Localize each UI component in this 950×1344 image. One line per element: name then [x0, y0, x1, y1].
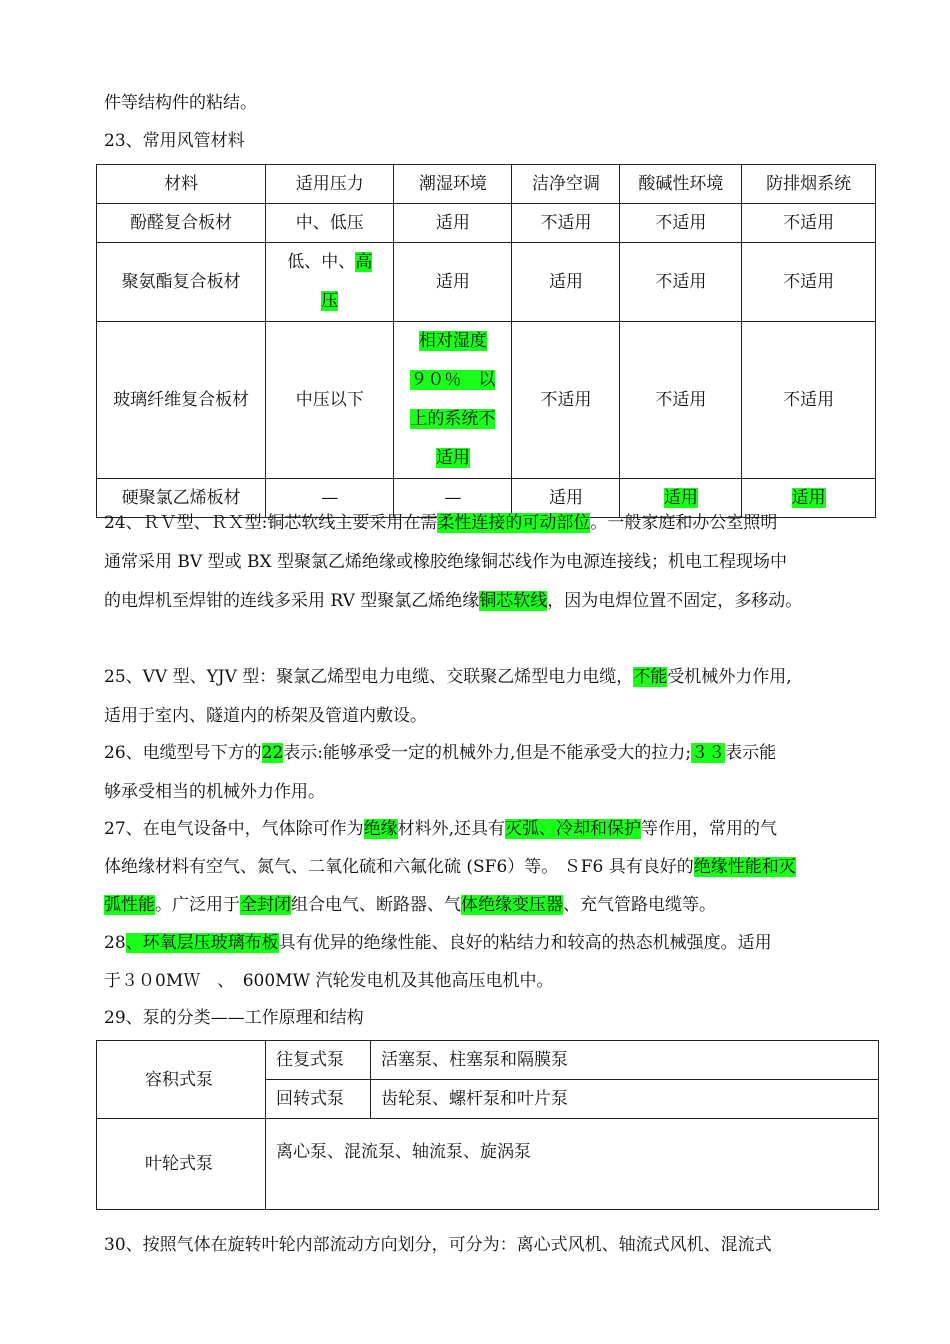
cell: 不适用: [620, 322, 742, 479]
header-smoke: 防排烟系统: [742, 165, 876, 204]
text: 的电焊机至焊钳的连线多采用 RV 型聚氯乙烯绝缘: [104, 591, 480, 611]
cell-humid-multi: [394, 322, 512, 479]
highlight: 灭弧、冷却和保护: [505, 819, 642, 839]
cell: —: [266, 479, 394, 518]
header-acid: 酸碱性环境: [620, 165, 742, 204]
cell: 聚氨酯复合板材: [97, 243, 266, 322]
section-23-title: 23、常用风管材料: [104, 131, 245, 151]
header-pressure: 适用压力: [266, 165, 394, 204]
cell-pressure-multi: [266, 243, 394, 322]
highlight: 高: [355, 252, 373, 272]
section-26-line-1: [104, 742, 776, 764]
highlight: 上的系统不: [410, 409, 496, 429]
cell: 不适用: [742, 243, 876, 322]
text: ，因为电焊位置不固定，多移动。: [547, 591, 803, 611]
pump-classification-table: [96, 1040, 879, 1210]
table-row: [97, 243, 876, 322]
pump-reciprocating: 往复式泵: [266, 1041, 371, 1080]
text: 25、VV 型、YJV 型：聚氯乙烯型电力电缆、交联聚乙烯型电力电缆，: [104, 667, 634, 687]
highlight: 绝缘性能和灭: [693, 857, 796, 877]
highlight: ３３: [691, 743, 726, 763]
table-row: [97, 1041, 879, 1080]
section-27-line-3: [104, 894, 716, 916]
section-26-line-2: 够承受相当的机械外力作用。: [104, 782, 325, 802]
table-row: [97, 322, 876, 479]
cell: 不适用: [512, 322, 620, 479]
text: 。广泛用于: [155, 895, 240, 915]
highlight: 全封闭: [240, 895, 291, 915]
highlight: 、环氧层压玻璃布板: [125, 933, 279, 953]
cell: 不适用: [620, 243, 742, 322]
text: 受机械外力作用,: [667, 667, 792, 687]
text: 表示能: [725, 743, 777, 763]
section-27-line-2: [104, 856, 796, 878]
text: 组合电气、断路器、气: [291, 895, 461, 915]
highlight: 绝缘: [363, 819, 398, 839]
section-28-line-1: [104, 932, 772, 954]
highlight: 铜芯软线: [479, 591, 548, 611]
cell: 不适用: [742, 322, 876, 479]
header-clean: 洁净空调: [512, 165, 620, 204]
table-row: [97, 204, 876, 243]
cell: 中、低压: [266, 204, 394, 243]
cell: 中压以下: [266, 322, 394, 479]
section-28-line-2: 于３０0MＷ 、 600MW 汽轮发电机及其他高压电机中。: [104, 971, 554, 991]
highlight: 弧性能: [104, 895, 155, 915]
text: 26、电缆型号下方的: [104, 743, 262, 763]
highlight: ９０％ 以: [410, 370, 496, 390]
highlight: 22: [261, 743, 284, 763]
highlight: 相对湿度: [418, 331, 487, 351]
highlight: 适用: [791, 488, 826, 508]
header-material: 材料: [97, 165, 266, 204]
section-27-line-1: [104, 818, 777, 840]
text: 具有优异的绝缘性能、良好的粘结力和较高的热态机械强度。适用: [278, 933, 772, 953]
section-30-line: 30、按照气体在旋转叶轮内部流动方向划分，可分为：离心式风机、轴流式风机、混流式: [104, 1235, 772, 1255]
section-24-line-3: [104, 590, 802, 612]
pump-volumetric: 容积式泵: [97, 1041, 266, 1119]
cell: 适用: [512, 479, 620, 518]
text: 。一般家庭和办公室照明: [590, 513, 778, 533]
cell: 不适用: [512, 204, 620, 243]
cell: 适用: [394, 204, 512, 243]
cell: 适用: [512, 243, 620, 322]
section-25-line-1: [104, 666, 792, 688]
highlight: 压: [321, 291, 339, 311]
section-24-line-1: [104, 512, 777, 534]
section-29-title: 29、泵的分类——工作原理和结构: [104, 1008, 364, 1028]
pump-reciprocating-items: 活塞泵、柱塞泵和隔膜泵: [371, 1041, 879, 1080]
text: 、充气管路电缆等。: [563, 895, 716, 915]
cell: 硬聚氯乙烯板材: [97, 479, 266, 518]
highlight: 体绝缘变压器: [461, 895, 563, 915]
pump-impeller-items: 离心泵、混流泵、轴流泵、旋涡泵: [266, 1119, 879, 1210]
table-row: [97, 1119, 879, 1210]
cell: —: [394, 479, 512, 518]
cell-text: 低、中、: [287, 252, 356, 272]
cell: 适用: [394, 243, 512, 322]
cell: 不适用: [620, 204, 742, 243]
pump-impeller: 叶轮式泵: [97, 1119, 266, 1210]
intro-line: 件等结构件的粘结。: [104, 93, 257, 113]
text: 表示:能够承受一定的机械外力,但是不能承受大的拉力;: [283, 743, 692, 763]
text: 材料外,还具有: [397, 819, 506, 839]
cell: 酚醛复合板材: [97, 204, 266, 243]
section-24-line-2: 通常采用 BV 型或 BX 型聚氯乙烯绝缘或橡胶绝缘铜芯线作为电源连接线；机电工程现场中: [104, 552, 787, 572]
text: 体绝缘材料有空气、氮气、二氧化硫和六氟化硫 (SF6）等。 ＳF6 具有良好的: [104, 857, 694, 877]
cell: 不适用: [742, 204, 876, 243]
text: 等作用，常用的气: [641, 819, 778, 839]
duct-materials-table: [96, 164, 876, 518]
section-25-line-2: 适用于室内、隧道内的桥架及管道内敷设。: [104, 706, 427, 726]
highlight: 适用: [435, 448, 470, 468]
highlight: 不能: [633, 667, 668, 687]
pump-rotary-items: 齿轮泵、螺杆泵和叶片泵: [371, 1080, 879, 1119]
highlight: 柔性连接的可动部位: [437, 513, 591, 533]
pump-rotary: 回转式泵: [266, 1080, 371, 1119]
text: 24、ＲＶ型、ＲＸ型:铜芯软线主要采用在需: [104, 513, 438, 533]
table-header-row: [97, 165, 876, 204]
text: 28: [104, 933, 126, 953]
header-humid: 潮湿环境: [394, 165, 512, 204]
highlight: 适用: [663, 488, 698, 508]
text: 27、在电气设备中，气体除可作为: [104, 819, 364, 839]
cell: 玻璃纤维复合板材: [97, 322, 266, 479]
